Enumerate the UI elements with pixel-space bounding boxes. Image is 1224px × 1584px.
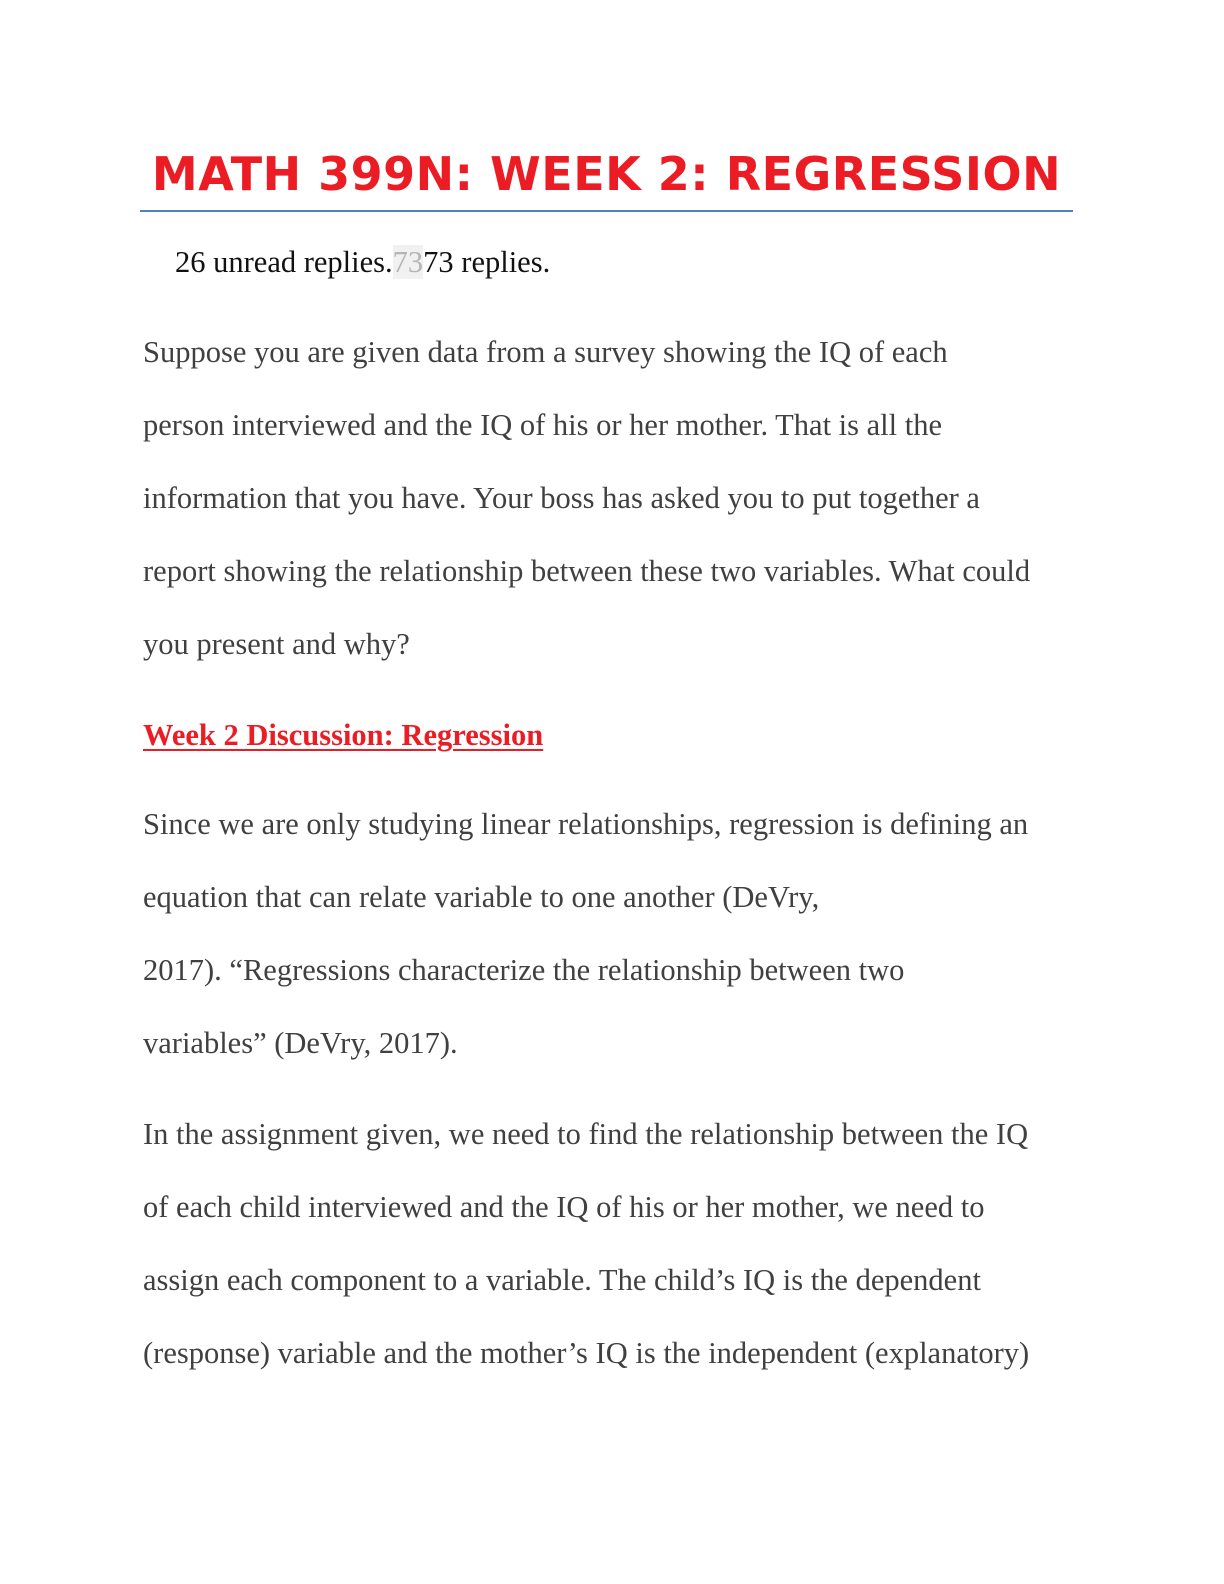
- paragraph-line: equation that can relate variable to one another (DeVry,: [143, 880, 820, 914]
- paragraph-line: 2017). “Regressions characterize the relationship between two: [143, 953, 905, 987]
- prompt-line: you present and why?: [143, 627, 410, 661]
- prompt-paragraph: [143, 316, 1083, 681]
- paragraph-line: In the assignment given, we need to find the relationship between the IQ: [143, 1117, 1029, 1151]
- paragraph-line: assign each component to a variable. The child’s IQ is the dependent: [143, 1263, 981, 1297]
- paragraph-line: of each child interviewed and the IQ of his or her mother, we need to: [143, 1190, 985, 1224]
- paragraph-regression-definition: [143, 788, 1083, 1080]
- section-heading: Week 2 Discussion: Regression: [143, 718, 544, 752]
- prompt-line: person interviewed and the IQ of his or her mother. That is all the: [143, 408, 943, 442]
- paragraph-line: Since we are only studying linear relationships, regression is defining an: [143, 807, 1029, 841]
- paragraph-line: (response) variable and the mother’s IQ is the independent (explanatory): [143, 1336, 1030, 1370]
- unread-replies-text: 26 unread replies.: [175, 245, 393, 279]
- prompt-line: Suppose you are given data from a survey showing the IQ of each: [143, 335, 948, 369]
- paragraph-line: variables” (DeVry, 2017).: [143, 1026, 458, 1060]
- prompt-line: information that you have. Your boss has asked you to put together a: [143, 481, 980, 515]
- document-title: MATH 399N: WEEK 2: REGRESSION: [151, 147, 1062, 201]
- title-divider: [140, 210, 1073, 212]
- prompt-line: report showing the relationship between these two variables. What could: [143, 554, 1031, 588]
- total-replies-text: 73 replies.: [423, 245, 551, 279]
- replies-summary: [175, 240, 550, 284]
- paragraph-assignment: [143, 1098, 1083, 1390]
- replies-count-ghost: 73: [392, 245, 424, 279]
